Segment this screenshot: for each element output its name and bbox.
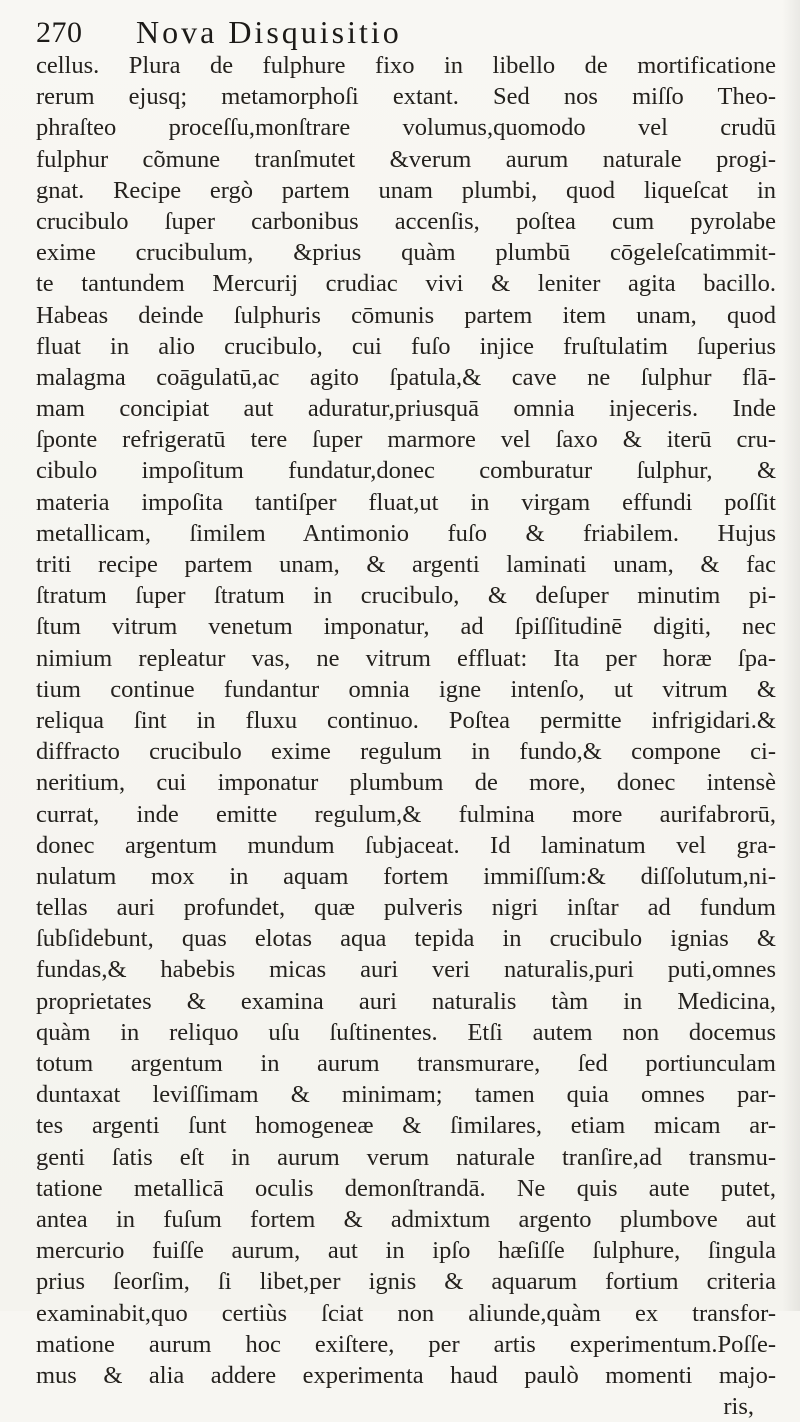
- text-line: ſtum vitrum venetum imponatur, ad ſpiſſitudinē digiti, nec: [36, 613, 776, 641]
- text-line: fluat in alio crucibulo, cui fuſo injice fruſtulatim ſuperius: [36, 332, 776, 360]
- page-number: 270: [36, 16, 83, 49]
- text-line: reliqua ſint in fluxu continuo. Poſtea permitte infrigidari.&: [36, 706, 776, 734]
- running-title: Nova Disquisitio: [136, 14, 402, 50]
- text-line: mam concipiat aut aduratur,priusquā omnia injeceris. Inde: [36, 395, 776, 423]
- text-line: phraſteo proceſſu,monſtrare volumus,quomodo vel crudū: [36, 114, 776, 142]
- text-line: tium continue fundantur omnia igne intenſo, ut vitrum &: [36, 675, 776, 703]
- catchword: ris,: [723, 1393, 754, 1421]
- text-line: materia impoſita tantiſper fluat,ut in virgam effundi poſſit: [36, 488, 776, 516]
- text-line: metallicam, ſimilem Antimonio fuſo & friabilem. Hujus: [36, 519, 776, 547]
- text-line: mus & alia addere experimenta haud paulò momenti majo-: [36, 1361, 776, 1389]
- text-line: quàm in reliquo uſu ſuſtinentes. Etſi autem non docemus: [36, 1018, 776, 1046]
- text-line: antea in fuſum fortem & admixtum argento plumbove aut: [36, 1205, 776, 1233]
- text-line: nimium repleatur vas, ne vitrum effluat: Ita per horæ ſpa-: [36, 644, 776, 672]
- text-line: genti ſatis eſt in aurum verum naturale tranſire,ad transmu-: [36, 1143, 776, 1171]
- text-line: prius ſeorſim, ſi libet,per ignis & aquarum fortium criteria: [36, 1268, 776, 1296]
- text-line: ſtratum ſuper ſtratum in crucibulo, & deſuper minutim pi-: [36, 582, 776, 610]
- text-line: cellus. Plura de fulphure fixo in libello de mortificatione: [36, 52, 776, 79]
- text-line: nulatum mox in aquam fortem immiſſum:& diſſolutum,ni-: [36, 862, 776, 890]
- text-line: totum argentum in aurum transmurare, ſed portiunculam: [36, 1050, 776, 1077]
- text-line: cibulo impoſitum fundatur,donec comburatur ſulphur, &: [36, 457, 776, 485]
- text-line: ſponte refrigeratū tere ſuper marmore vel ſaxo & iterū cru-: [36, 426, 776, 454]
- text-line: gnat. Recipe ergò partem unam plumbi, quod liqueſcat in: [36, 176, 776, 204]
- text-line: ſubſidebunt, quas elotas aqua tepida in crucibulo ignias &: [36, 925, 776, 953]
- page-edge-shadow: [782, 0, 800, 1311]
- body-text: [36, 50, 776, 1422]
- text-line: mercurio fuiſſe aurum, aut in ipſo hæſiſſe ſulphure, ſingula: [36, 1237, 776, 1265]
- text-line: examinabit,quo certiùs ſciat non aliunde,quàm ex transfor-: [36, 1299, 776, 1327]
- text-line: tatione metallicā oculis demonſtrandā. Ne quis aute putet,: [36, 1174, 776, 1202]
- text-line: matione aurum hoc exiſtere, per artis experimentum.Poſſe-: [36, 1330, 776, 1358]
- text-line: diffracto crucibulo exime regulum in fundo,& compone ci-: [36, 738, 776, 766]
- text-line: rerum ejusq; metamorphoſi extant. Sed nos miſſo Theo-: [36, 83, 776, 111]
- text-line: currat, inde emitte regulum,& fulmina more aurifabrorū,: [36, 800, 776, 828]
- text-line: neritium, cui imponatur plumbum de more, donec intensè: [36, 769, 776, 797]
- text-line: malagma coāgulatū,ac agito ſpatula,& cave ne ſulphur flā-: [36, 363, 776, 391]
- text-line: exime crucibulum, &prius quàm plumbū cōgeleſcatimmit-: [36, 239, 776, 267]
- text-line: duntaxat leviſſimam & minimam; tamen quia omnes par-: [36, 1081, 776, 1109]
- text-line: tellas auri profundet, quæ pulveris nigri inſtar ad fundum: [36, 894, 776, 922]
- text-line: tes argenti ſunt homogeneæ & ſimilares, etiam micam ar-: [36, 1112, 776, 1140]
- text-line: fundas,& habebis micas auri veri naturalis,puri puti,omnes: [36, 956, 776, 984]
- page-header: [36, 14, 776, 54]
- text-line: proprietates & examina auri naturalis tàm in Medicina,: [36, 987, 776, 1015]
- text-line: crucibulo ſuper carbonibus accenſis, poſtea cum pyrolabe: [36, 207, 776, 235]
- text-line: Habeas deinde ſulphuris cōmunis partem item unam, quod: [36, 301, 776, 329]
- text-line: triti recipe partem unam, & argenti laminati unam, & fac: [36, 551, 776, 578]
- text-line: donec argentum mundum ſubjaceat. Id laminatum vel gra-: [36, 831, 776, 859]
- text-line: te tantundem Mercurij crudiac vivi & leniter agita bacillo.: [36, 270, 776, 298]
- text-line: fulphur cõmune tranſmutet &verum aurum naturale progi-: [36, 145, 776, 173]
